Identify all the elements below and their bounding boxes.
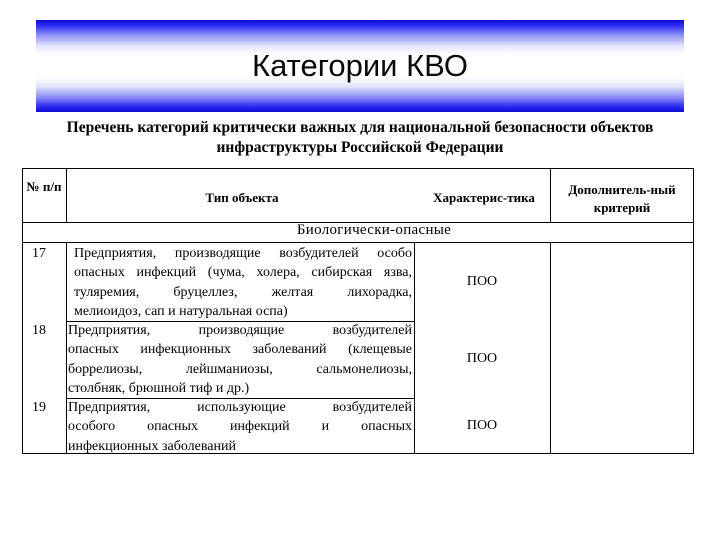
table-border-right	[693, 168, 694, 454]
table-border-left	[22, 168, 23, 454]
row-type-line: опасных инфекций (чума, холера, сибирская язва,	[74, 265, 412, 281]
row-characteristic: ПОО	[466, 351, 498, 366]
row-type-line: особого опасных инфекций и опасных	[68, 419, 412, 435]
row-type	[68, 398, 412, 456]
row-type	[68, 321, 412, 398]
header-num: № п/п	[26, 179, 62, 194]
row-number: 17	[32, 246, 46, 261]
column-divider	[66, 168, 67, 223]
slide-subtitle: Перечень категорий критически важных для национальной безопасности объектов инфраструктуры Российской Федерации	[66, 119, 654, 156]
row-type-line: мелиоидоз, сап и натуральная оспа)	[74, 303, 288, 319]
column-divider	[550, 242, 551, 454]
row-type-line: инфекционных заболеваний	[68, 438, 236, 454]
header-extra: Дополнитель-ный критерий	[568, 182, 676, 215]
title-banner	[36, 20, 684, 112]
row-type-line: туляремия, бруцеллез, желтая лихорадка,	[74, 284, 412, 300]
header-type: Тип объекта	[205, 190, 279, 205]
header-characteristic: Характерис-тика	[433, 190, 535, 205]
row-type-line: Предприятия, производящие возбудителей особо	[74, 246, 412, 261]
slide-title: Категории КВО	[252, 48, 468, 83]
row-type-line: Предприятия, использующие возбудителей	[68, 400, 412, 415]
category-label: Биологически-опасные	[296, 222, 452, 238]
column-divider	[550, 168, 551, 223]
row-type-line: боррелиозы, лейшманиозы, сальмонелиозы,	[68, 361, 412, 377]
row-type-line: опасных инфекционных заболеваний (клещевые	[68, 342, 412, 358]
categories-table	[22, 168, 694, 454]
row-type-line: столбняк, брюшной тиф и др.)	[68, 380, 250, 396]
row-number: 18	[32, 323, 46, 338]
row-type	[74, 244, 412, 321]
column-divider	[66, 242, 67, 454]
row-characteristic: ПОО	[466, 274, 498, 289]
table-border-category-bottom	[22, 242, 694, 243]
row-number: 19	[32, 400, 46, 415]
row-characteristic: ПОО	[466, 418, 498, 433]
row-type-line: Предприятия, производящие возбудителей	[68, 323, 412, 338]
table-border-top	[22, 168, 694, 169]
